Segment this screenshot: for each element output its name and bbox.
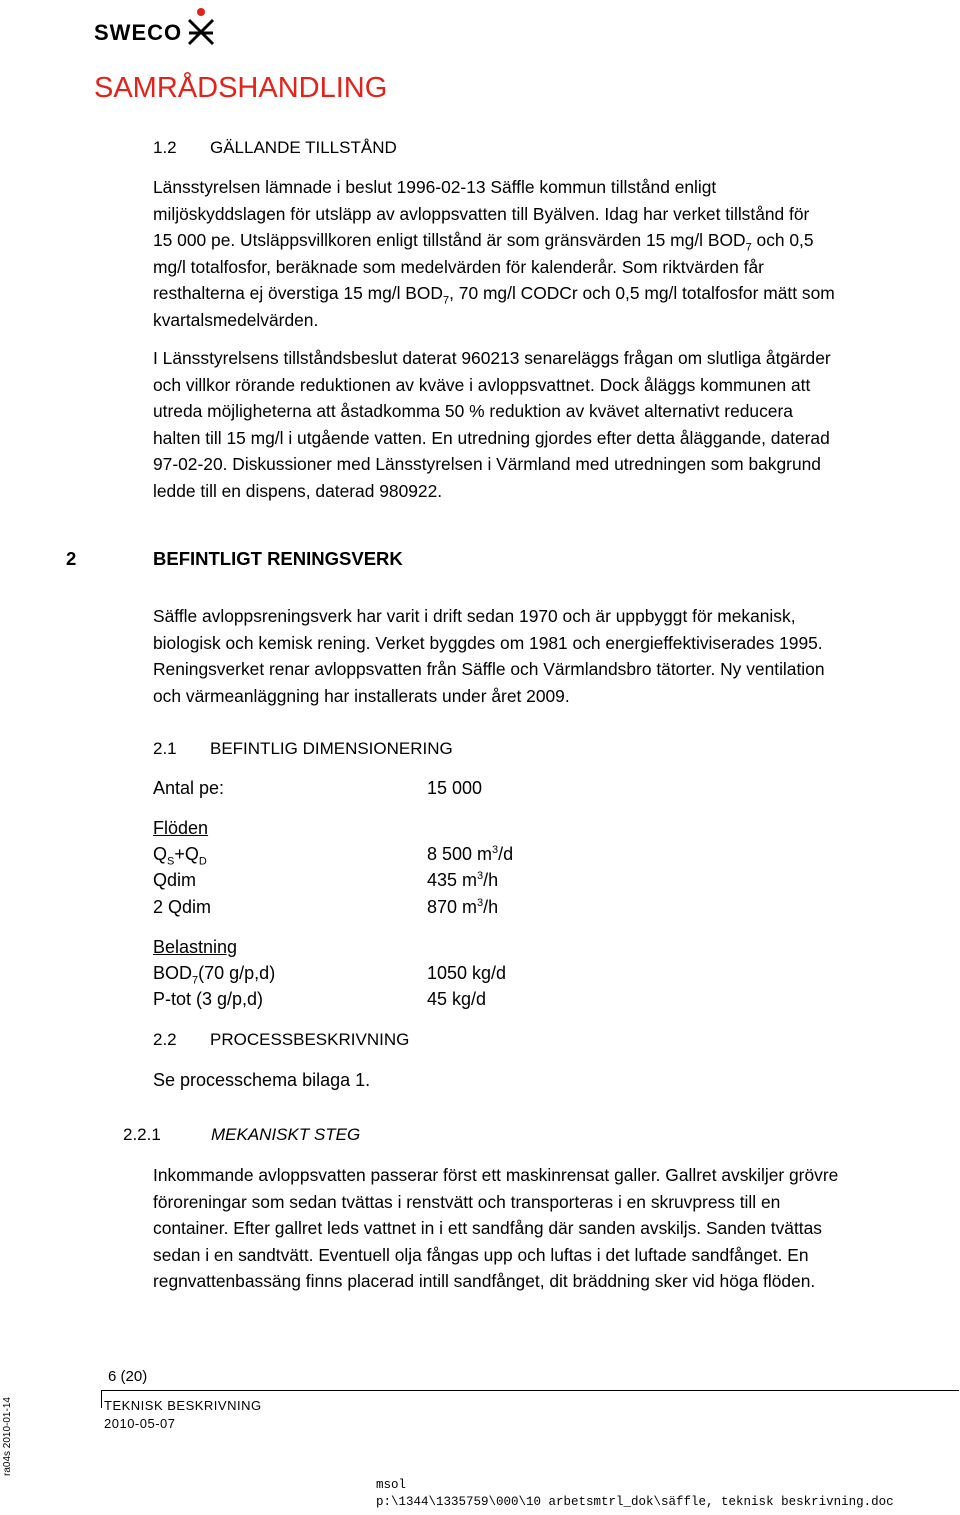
section-number: 2.2 (153, 1030, 177, 1049)
text-line: Säffle avloppsreningsverk har varit i drift sedan 1970 och är uppbyggt för mekanisk, (153, 606, 796, 626)
text-line: utreda möjligheterna att åstadkomma 50 % reduktion av kvävet alternativt reducera (153, 401, 793, 421)
section-heading: PROCESSBESKRIVNING (210, 1030, 410, 1049)
q2dim-label: 2 Qdim (153, 897, 212, 917)
paragraph-plant (153, 603, 953, 709)
text-line: 97-02-20. Diskussioner med Länsstyrelsen i Värmland med utredningen som bakgrund (153, 454, 821, 474)
q2dim-value: 870 $m^3/h$ (427, 897, 499, 917)
text-line: ledde till en dispens, daterad 980922. (153, 480, 443, 501)
text-line: och värmeanläggning har installerats under året 2009. (153, 685, 570, 706)
section-number: 2.2.1 (123, 1125, 161, 1144)
text-line: Länsstyrelsen lämnade i beslut 1996-02-13 Säffle kommun tillstånd enligt (153, 177, 717, 197)
logo-wordmark: SWECO (94, 20, 183, 45)
text-line: föroreningar som sedan tvättas i renstvätt och transporteras i en skruvpress till en (153, 1191, 781, 1212)
section-heading: GÄLLANDE TILLSTÅND (210, 138, 397, 157)
sweco-logo (94, 6, 234, 46)
bod-value: 1050 kg/d (427, 963, 507, 983)
bod-label: $BOD_7(70$ g/p,d) (153, 963, 276, 987)
qdim-value: 435 $m^3/h$ (427, 870, 499, 890)
template-code: ra04s 2010-01-14 (2, 1397, 13, 1476)
text-line: container. Efter gallret leds vattnet in i ett sandfång där sanden avskiljs. Sanden tvättas (153, 1218, 822, 1238)
document-status-title: SAMRÅDSHANDLING (94, 72, 388, 104)
floden-heading: Flöden (153, 818, 209, 838)
ptot-label: P-tot (3 g/p,d) (153, 989, 264, 1009)
qdim-label: Qdim (153, 870, 197, 890)
file-path: p:\1344\1335759\000\10 arbetsmtrl_dok\säffle, teknisk beskrivning.doc (376, 1495, 894, 1509)
antal-pe-label: Antal pe: (153, 778, 225, 798)
qsqd-value: 8 500 $m^3/d$ (427, 844, 514, 864)
text-line: miljöskyddslagen för utsläpp av avloppsvatten till Byälven. Idag har verket tillstånd för (153, 203, 810, 224)
chapter-number: 2 (66, 548, 77, 569)
process-reference: Se processchema bilaga 1. (153, 1070, 371, 1090)
text-line: I Länsstyrelsens tillståndsbeslut daterat 960213 senareläggs frågan om slutliga åtgärder (153, 348, 831, 368)
author: msol (376, 1478, 407, 1492)
paragraph-mechanical (153, 1162, 953, 1295)
section-number: 2.1 (153, 739, 177, 758)
text-line: resthalterna ej överstiga 15 mg/l $BOD_7$, 70 mg/l CODCr och 0,5 mg/l totalfosfor mätt som (153, 283, 835, 307)
section-number: 1.2 (153, 138, 177, 157)
paragraph-nitrogen (153, 345, 953, 504)
page-number: 6 (20) (108, 1368, 148, 1385)
text-line: biologisk och kemisk rening. Verket byggdes om 1981 och energieffektiviserades 1995. (153, 632, 823, 653)
chapter-heading: BEFINTLIGT RENINGSVERK (153, 548, 403, 569)
section-heading: MEKANISKT STEG (211, 1125, 361, 1144)
text-line: Inkommande avloppsvatten passerar först ett maskinrensat galler. Gallret avskiljer grövre (153, 1165, 839, 1185)
text-line: mg/l totalfosfor, beräknade som medelvärden för kalenderår. Som riktvärden får (153, 256, 764, 277)
belastning-heading: Belastning (153, 937, 238, 957)
ptot-value: 45 kg/d (427, 989, 487, 1009)
text-line: halten till 15 mg/l i utgående vatten. En utredning gjordes efter detta åläggande, daterad (153, 427, 830, 448)
document-type: TEKNISK BESKRIVNING (104, 1398, 262, 1413)
footer-divider-tick (101, 1390, 102, 1408)
paragraph-permit (153, 174, 953, 333)
footer-divider (101, 1390, 959, 1391)
text-line: och villkor rörande reduktionen av kväve i avloppsvattnet. Dock åläggs kommunen att (153, 374, 811, 395)
qsqd-label: $Q_S+Q_D$ (153, 844, 207, 868)
text-line: kvartalsmedelvärden. (153, 309, 319, 330)
text-line: regnvattenbassäng finns placerad intill sandfånget, dit bräddning sker vid höga flöden. (153, 1271, 816, 1291)
text-line: sedan i en sandtvätt. Eventuell olja fångas upp och luftas i det luftade sandfånget. En (153, 1244, 809, 1265)
section-heading: BEFINTLIG DIMENSIONERING (210, 739, 453, 758)
document-date: 2010-05-07 (104, 1416, 176, 1431)
text-line: 15 000 pe. Utsläppsvillkoren enligt tillstånd är som gränsvärden 15 mg/l $BOD_7$ och 0,5 (153, 230, 814, 254)
antal-pe-value: 15 000 (427, 778, 483, 798)
sweco-star-icon (186, 6, 216, 46)
text-line: Reningsverket renar avloppsvatten från Säffle och Värmlandsbro tätorter. Ny ventilation (153, 659, 825, 679)
